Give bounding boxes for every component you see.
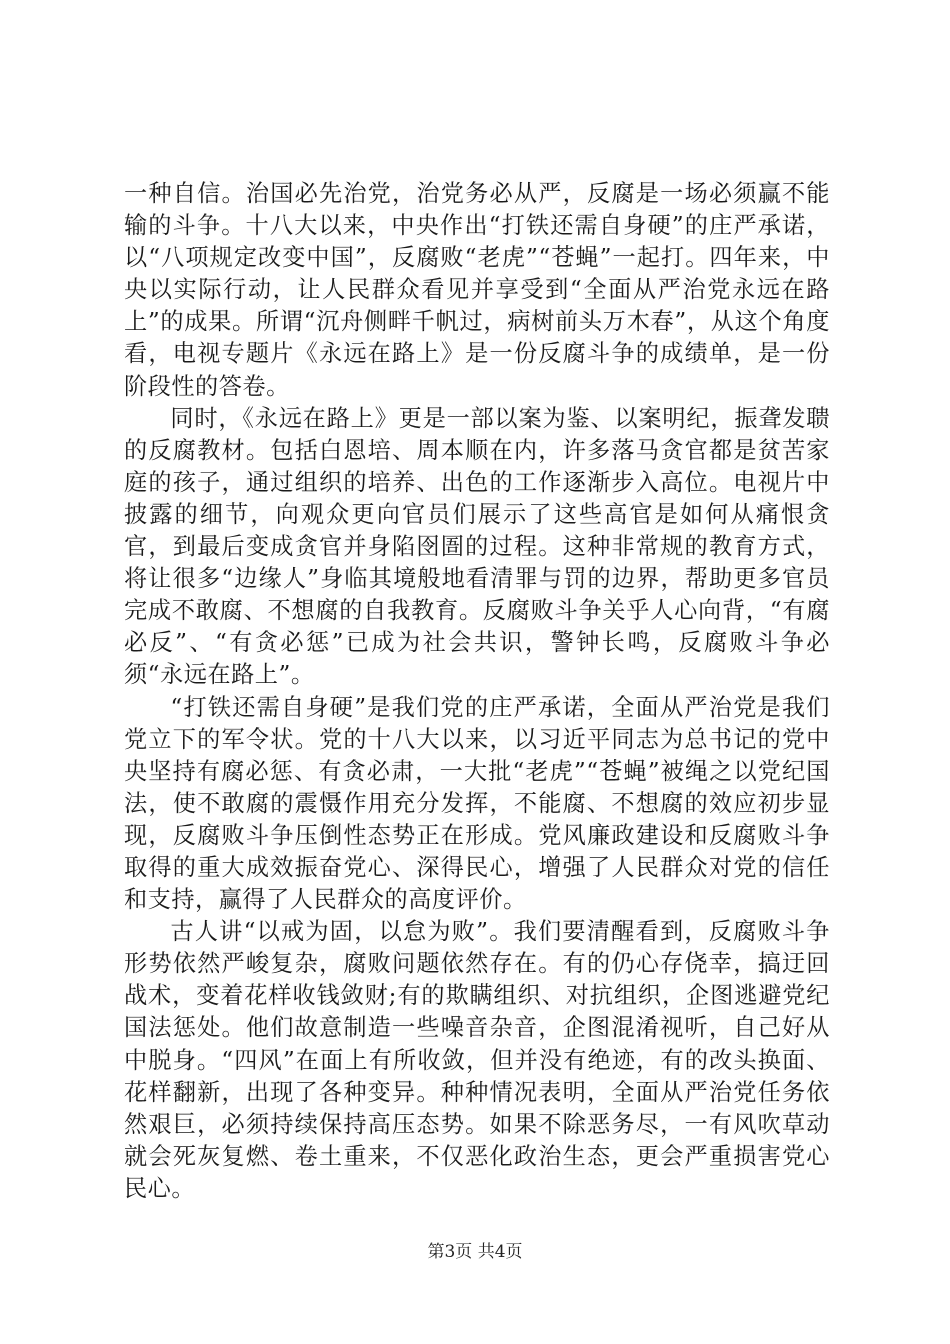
document-body (124, 178, 830, 1205)
paragraph: 同时，《永远在路上》更是一部以案为鉴、以案明纪，振聋发聩的反腐教材。包括白恩培、周本顺在内，许多落马贪官都是贫苦家庭的孩子，通过组织的培养、出色的工作逐渐步入高位。电视片中披露的细节，向观众更向官员们展示了这些高官是如何从痛恨贪官，到最后变成贪官并身陷囹圄的过程。这种非常规的教育方式，将让很多“边缘人”身临其境般地看清罪与罚的边界，帮助更多官员完成不敢腐、不想腐的自我教育。反腐败斗争关乎人心向背，“有腐必反”、“有贪必惩”已成为社会共识，警钟长鸣，反腐败斗争必须“永远在路上”。 (124, 404, 830, 689)
page-number-footer: 第3页 共4页 (427, 1242, 523, 1262)
paragraph: 古人讲“以戒为固，以怠为败”。我们要清醒看到，反腐败斗争形势依然严峻复杂，腐败问题依然存在。有的仍心存侥幸，搞迂回战术，变着花样收钱敛财;有的欺瞒组织、对抗组织，企图逃避党纪国法惩处。他们故意制造一些噪音杂音，企图混淆视听，自己好从中脱身。“四风”在面上有所收敛，但并没有绝迹，有的改头换面、花样翻新，出现了各种变异。种种情况表明，全面从严治党任务依然艰巨，必须持续保持高压态势。如果不除恶务尽，一有风吹草动就会死灰复燃、卷土重来，不仅恶化政治生态，更会严重损害党心民心。 (124, 918, 830, 1202)
paragraph: “打铁还需自身硬”是我们党的庄严承诺，全面从严治党是我们党立下的军令状。党的十八大以来，以习近平同志为总书记的党中央坚持有腐必惩、有贪必肃，一大批“老虎”“苍蝇”被绳之以党纪国法，使不敢腐的震慑作用充分发挥，不能腐、不想腐的效应初步显现，反腐败斗争压倒性态势正在形成。党风廉政建设和反腐败斗争取得的重大成效振奋党心、深得民心，增强了人民群众对党的信任和支持，赢得了人民群众的高度评价。 (124, 693, 830, 914)
paragraph-continued: 一种自信。治国必先治党，治党务必从严，反腐是一场必须赢不能输的斗争。十八大以来，中央作出“打铁还需自身硬”的庄严承诺，以“八项规定改变中国”，反腐败“老虎”“苍蝇”一起打。四年来，中央以实际行动，让人民群众看见并享受到“全面从严治党永远在路上”的成果。所谓“沉舟侧畔千帆过，病树前头万木春”，从这个角度看，电视专题片《永远在路上》是一份反腐斗争的成绩单，是一份阶段性的答卷。 (124, 180, 830, 400)
